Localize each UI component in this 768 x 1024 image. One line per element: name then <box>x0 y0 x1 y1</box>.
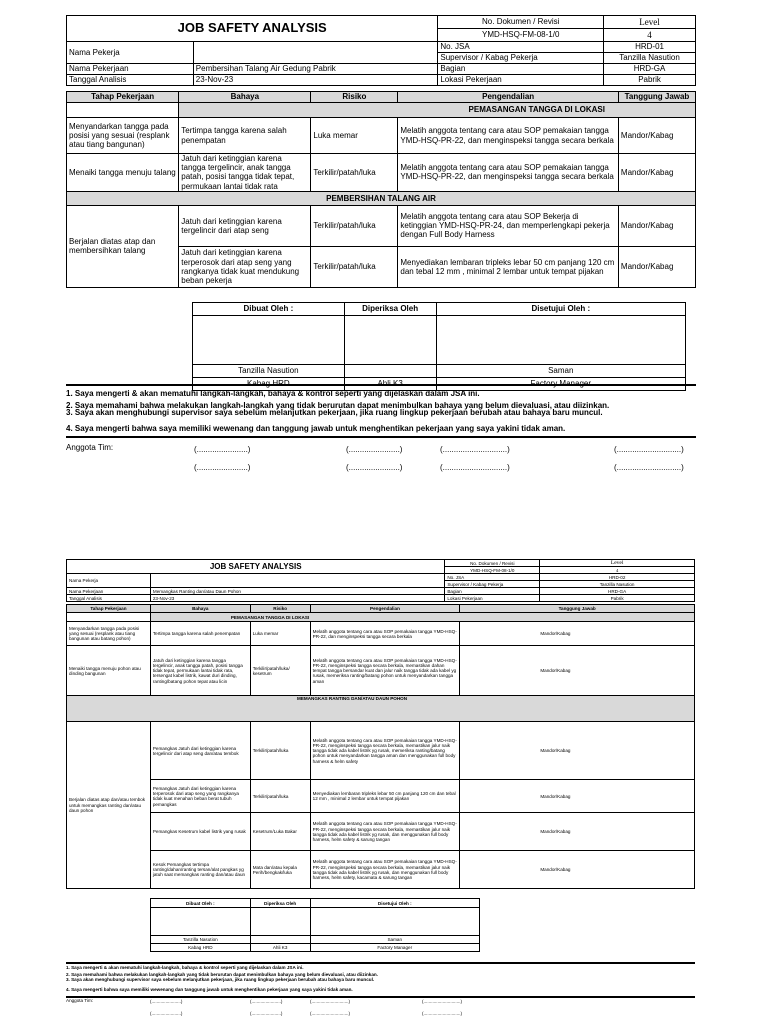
nama-pekerja-value <box>193 42 438 64</box>
dibuat-label: Dibuat Oleh : <box>193 302 345 315</box>
team-slot: (.......................) <box>150 999 183 1004</box>
tanggung-jawab-cell: Mandor/Kabag <box>460 813 695 851</box>
col-header-tahap: Tahap Pekerjaan <box>67 605 151 613</box>
section-title: PEMBERSIHAN TALANG AIR <box>67 191 696 205</box>
signer-name-3: Saman <box>436 364 685 377</box>
tanggal-value: 23-Nov-23 <box>150 595 444 602</box>
team-slot: (.......................) <box>250 1011 283 1016</box>
signer-role-2: Ahli K3 <box>344 377 436 390</box>
risiko-cell: Terkilir/patah/luka <box>311 205 398 246</box>
tanggung-jawab-cell: Mandor/Kabag <box>460 646 695 696</box>
pengendalian-cell: Melatih anggota tentang cara atau SOP pemakaian tangga YMD-HSQ-PR-22, menginspeksi tangga secara berkala, memastikan dahan tempat tangga bersandar kuat dan jalur naik tangga tidak ada kabel yg rusak, memeriksa ranting/batang pohon untuk menyandarkan tangga aman <box>310 646 460 696</box>
risiko-cell: Terkilir/patah/luka <box>311 246 398 287</box>
bagian-label: Bagian <box>445 588 540 595</box>
tanggung-jawab-cell: Mandor/Kabag <box>460 722 695 780</box>
team-label: Anggota Tim: <box>66 998 94 1003</box>
section-title: PEMASANGAN TANGGA DI LOKASI <box>150 613 694 622</box>
statements-1 <box>66 384 696 438</box>
signer-role-3: Factory Manager <box>310 944 479 952</box>
table-row <box>67 722 695 780</box>
col-header-risiko: Risiko <box>311 92 398 103</box>
col-header-pengendalian: Pengendalian <box>310 605 460 613</box>
nama-pekerjaan-value: Memangkas Ranting dan/atau Daun Pohon <box>150 588 444 595</box>
team-slot: (.......................) <box>150 1011 183 1016</box>
bagian-value: HRD-GA <box>604 64 696 75</box>
table-row <box>67 118 696 154</box>
diperiksa-label: Diperiksa Oleh <box>250 899 310 908</box>
col-header-pengendalian: Pengendalian <box>398 92 619 103</box>
team-slot: (.............................) <box>614 445 684 454</box>
lokasi-label: Lokasi Pekerjaan <box>445 595 540 602</box>
pengendalian-cell: Melatih anggota tentang cara atau SOP Bekerja di ketinggian YMD-HSQ-PR-24, dan memperlengkapi pekerja dengan Full Body Harness <box>398 205 619 246</box>
signature-box-1 <box>151 908 251 936</box>
tanggung-jawab-cell: Mandor/Kabag <box>460 780 695 813</box>
jsa-document-1 <box>66 15 696 391</box>
signer-role-2: Ahli K3 <box>250 944 310 952</box>
signer-name-3: Saman <box>310 936 479 944</box>
disetujui-label: Disetujui Oleh : <box>436 302 685 315</box>
signer-role-1: Kabag HRD <box>151 944 251 952</box>
supervisor-value: Tanzilla Nasution <box>540 581 695 588</box>
tanggal-label: Tanggal Analisis <box>67 595 151 602</box>
statements-2 <box>66 962 695 998</box>
team-slot: (.......................) <box>250 999 283 1004</box>
signature-box-3 <box>310 908 479 936</box>
jsa-document-2 <box>66 559 695 952</box>
team-slot: (.......................) <box>346 445 403 454</box>
signer-role-3: Factory Manager <box>436 377 685 390</box>
table-row <box>67 154 696 192</box>
tahap-cell: Berjalan diatas atap dan membersihkan talang <box>67 205 179 287</box>
bahaya-cell: Kesok Pemangkas tertimpa ranting/dahan/ranting tersan/alat pangkas yg jatuh saat memangkas ranting dan/atau daun <box>150 851 250 889</box>
bahaya-cell: Pemangkas Kesetrum kabel listrik yang rusak <box>150 813 250 851</box>
table-row <box>67 851 695 889</box>
bahaya-cell: Jatuh dari ketinggian karena terperosok dari atap seng yang rangkanya tidak kuat mendukung beban pekerja <box>179 246 311 287</box>
pengendalian-cell: Melatih anggota tentang cara atau SOP pemakaian tangga YMD-HSQ-PR-22, menginspeksi tangga secara berkala, memastikan jalur naik tangga tidak ada kabel listrik yg rusak, memeriksa ranting/batang pohon untuk menyandarkan tangga aman dan menggunakan full body harness & helm safety <box>310 722 460 780</box>
pengendalian-cell: Melatih anggota tentang cara atau SOP pemakaian tangga YMD-HSQ-PR-22, dan menginspeksi tangga secara berkala <box>398 154 619 192</box>
statement-2: 2. Saya memahami bahwa melakukan langkah-langkah yang tidak berurutan dapat menimbulkan bahaya yang belum dievaluasi, atau diizinkan. <box>66 972 378 977</box>
signer-role-1: Kabag HRD <box>193 377 345 390</box>
risiko-cell: Terkilir/patah/luka <box>311 154 398 192</box>
risiko-cell: Terkilir/patah/luka/ kesetrum <box>250 646 310 696</box>
statement-1: 1. Saya mengerti & akan mematuhi langkah-langkah, bahaya & kontrol seperti yang dijelaskan dalam JSA ini. <box>66 389 480 398</box>
statement-2: 2. Saya memahami bahwa melakukan langkah-langkah yang tidak berurutan dapat menimbulkan bahaya yang belum dievaluasi, atau diizinkan. <box>66 401 610 410</box>
risiko-cell: Terkilir/patah/luka <box>250 780 310 813</box>
diperiksa-label: Diperiksa Oleh <box>344 302 436 315</box>
signature-box-2 <box>250 908 310 936</box>
header-table <box>66 559 695 602</box>
risiko-cell: Terkilir/patah/luka <box>250 722 310 780</box>
level-value: 4 <box>604 29 696 42</box>
col-header-bahaya: Bahaya <box>179 92 311 103</box>
bagian-label: Bagian <box>438 64 604 75</box>
level-label: Level <box>540 560 695 567</box>
statement-3: 3. Saya akan menghubungi supervisor saya sebelum melanjutkan pekerjaan, jika ruang lingkup pekerjaan berubah atau bahaya baru muncul. <box>66 977 375 982</box>
team-label: Anggota Tim: <box>66 443 114 452</box>
signature-table <box>192 302 686 391</box>
doc-number-value: YMD-HSQ-FM-08-1/0 <box>438 29 604 42</box>
tanggal-label: Tanggal Analisis <box>67 75 194 86</box>
pengendalian-cell: Melatih anggota tentang cara atau SOP pemakaian tangga YMD-HSQ-PR-22, dan menginspeksi tangga secara berkala <box>310 622 460 646</box>
team-slot: (.............................) <box>310 1011 351 1016</box>
team-slot: (.............................) <box>440 463 510 472</box>
disetujui-label: Disetujui Oleh : <box>310 899 479 908</box>
risiko-cell: Kesetrum/Luka Bakar <box>250 813 310 851</box>
supervisor-value: Tanzilla Nasution <box>604 53 696 64</box>
table-row <box>67 813 695 851</box>
tanggung-jawab-cell: Mandor/Kabag <box>618 246 695 287</box>
tahap-cell: Menaiki tangga menuju pohon atau dinding bangunan <box>67 646 151 696</box>
risiko-cell: Luka memar <box>311 118 398 154</box>
statement-4: 4. Saya mengerti bahwa saya memiliki wewenang dan tanggung jawab untuk menghentikan pekerjaan yang saya yakini tidak aman. <box>66 987 353 992</box>
team-slot: (.......................) <box>194 445 251 454</box>
tahap-cell: Menyandarkan tangga pada posisi yang sesuai (resplank atau tiang bangunan) <box>67 118 179 154</box>
nama-pekerja-label: Nama Pekerja <box>67 574 151 588</box>
pengendalian-cell: Melatih anggota tentang cara atau SOP pemakaian tangga YMD-HSQ-PR-22, menginspeksi tangga secara berkala, memastikan jalur naik tangga tidak ada kabel listrik yg rusak, dan menggunakan full body harness, helm safety, kacamata & sarung tangan <box>310 851 460 889</box>
lokasi-value: Pabrik <box>604 75 696 86</box>
team-slot: (.............................) <box>310 999 351 1004</box>
section-title: MEMANGKAS RANTING DAN/ATAU DAUN POHON <box>67 696 695 722</box>
pengendalian-cell: Melatih anggota tentang cara atau SOP pemakaian tangga YMD-HSQ-PR-22, dan menginspeksi tangga secara berkala <box>398 118 619 154</box>
bagian-value: HRD-GA <box>540 588 695 595</box>
statement-3: 3. Saya akan menghubungi supervisor saya sebelum melanjutkan pekerjaan, jika ruang lingkup pekerjaan berubah atau bahaya baru muncul. <box>66 408 603 417</box>
table-row <box>67 780 695 813</box>
page-title: JOB SAFETY ANALYSIS <box>67 16 438 42</box>
signer-name-1: Tanzilla Nasution <box>151 936 251 944</box>
nama-pekerjaan-label: Nama Pekerjaan <box>67 588 151 595</box>
no-jsa-value: HRD-01 <box>604 42 696 53</box>
col-header-tanggung-jawab: Tanggung Jawab <box>618 92 695 103</box>
bahaya-cell: Tertimpa tangga karena salah penempatan <box>179 118 311 154</box>
tahap-cell: Menyandarkan tangga pada posisi yang sesuai (resplank atau tiang bangunan atau batang pohon) <box>67 622 151 646</box>
col-header-bahaya: Bahaya <box>150 605 250 613</box>
analysis-table <box>66 604 695 889</box>
nama-pekerja-value <box>150 574 444 588</box>
doc-number-label: No. Dokumen / Revisi <box>438 16 604 29</box>
tanggung-jawab-cell: Mandor/Kabag <box>618 118 695 154</box>
tanggung-jawab-cell: Mandor/Kabag <box>618 154 695 192</box>
signature-box-1 <box>193 315 345 364</box>
table-row <box>67 622 695 646</box>
supervisor-label: Supervisor / Kabag Pekerja <box>438 53 604 64</box>
team-slot: (.............................) <box>440 445 510 454</box>
statement-4: 4. Saya mengerti bahwa saya memiliki wewenang dan tanggung jawab untuk menghentikan pekerjaan yang saya yakini tidak aman. <box>66 424 566 433</box>
signature-table <box>150 898 480 952</box>
col-header-risiko: Risiko <box>250 605 310 613</box>
pengendalian-cell: Melatih anggota tentang cara atau SOP pemakaian tangga YMD-HSQ-PR-22, menginspeksi tangga secara berkala, memastikan jalur naik tangga tidak ada kabel listrik yg rusak, dan menggunakan full body harness, helm safety & sarung tangan <box>310 813 460 851</box>
dibuat-label: Dibuat Oleh : <box>151 899 251 908</box>
risiko-cell: Mata dan/atau kepala Perih/bengkak/luka <box>250 851 310 889</box>
analysis-table <box>66 91 696 288</box>
no-jsa-label: No. JSA <box>438 42 604 53</box>
no-jsa-value: HRD-02 <box>540 574 695 581</box>
pengendalian-cell: Menyediakan lembaran tripleks lebar 50 cm panjang 120 cm dan tebal 12 mm , minimal 2 lembar untuk tempat pijakan <box>398 246 619 287</box>
tahap-cell: Menaiki tangga menuju talang <box>67 154 179 192</box>
col-header-tahap: Tahap Pekerjaan <box>67 92 179 103</box>
bahaya-cell: Jatuh dari ketinggian karena tangga tergelincir, anak tangga patah, posisi tangga tidak tepat, permukaan lantai tidak rata, tersengat kabel listrik, kawat duri dinding, ranting/batang pohon tepat atau licin <box>150 646 250 696</box>
statement-1: 1. Saya mengerti & akan mematuhi langkah-langkah, bahaya & kontrol seperti yang dijelaskan dalam JSA ini. <box>66 965 304 970</box>
doc-number-label: No. Dokumen / Revisi <box>445 560 540 567</box>
signature-box-2 <box>344 315 436 364</box>
tanggung-jawab-cell: Mandor/Kabag <box>618 205 695 246</box>
nama-pekerjaan-label: Nama Pekerjaan <box>67 64 194 75</box>
tanggung-jawab-cell: Mandor/Kabag <box>460 851 695 889</box>
level-value: 4 <box>540 567 695 574</box>
risiko-cell: Luka memar <box>250 622 310 646</box>
bahaya-cell: Pemangkas Jatuh dari ketinggian karena terperosok dari atap seng yang rangkanya tidak kuat menahan beban berat tubuh pemangkas <box>150 780 250 813</box>
team-slot: (.............................) <box>422 999 463 1004</box>
bahaya-cell: Jatuh dari ketinggian karena tangga tergelincir, anak tangga patah, posisi tangga tidak tepat, permukaan lantai tidak rata <box>179 154 311 192</box>
pengendalian-cell: Menyediakan lembaran tripleks lebar 50 cm panjang 120 cm dan tebal 12 mm , minimal 2 lembar untuk tempat pijakan <box>310 780 460 813</box>
supervisor-label: Supervisor / Kabag Pekerja <box>445 581 540 588</box>
team-slot: (.............................) <box>422 1011 463 1016</box>
section-title: PEMASANGAN TANGGA DI LOKASI <box>179 103 696 118</box>
bahaya-cell: Pemangkas Jatuh dari ketinggian karena tergelincir dari atap seng dan/atau tembok <box>150 722 250 780</box>
lokasi-label: Lokasi Pekerjaan <box>438 75 604 86</box>
signer-name-1: Tanzilla Nasution <box>193 364 345 377</box>
signature-box-3 <box>436 315 685 364</box>
page-title: JOB SAFETY ANALYSIS <box>67 560 445 574</box>
doc-number-value: YMD-HSQ-FM-08-1/0 <box>445 567 540 574</box>
team-slot: (.............................) <box>614 463 684 472</box>
team-slot: (.......................) <box>346 463 403 472</box>
tanggal-value: 23-Nov-23 <box>193 75 438 86</box>
nama-pekerjaan-value: Pembersihan Talang Air Gedung Pabrik <box>193 64 438 75</box>
no-jsa-label: No. JSA <box>445 574 540 581</box>
header-table <box>66 15 696 86</box>
bahaya-cell: Tertimpa tangga karena salah penempatan <box>150 622 250 646</box>
table-row <box>67 646 695 696</box>
lokasi-value: Pabrik <box>540 595 695 602</box>
team-slot: (.......................) <box>194 463 251 472</box>
level-label: Level <box>604 16 696 29</box>
nama-pekerja-label: Nama Pekerja <box>67 42 194 64</box>
table-row <box>67 205 696 246</box>
tanggung-jawab-cell: Mandor/Kabag <box>460 622 695 646</box>
tahap-cell: Berjalan diatas atap dan/atau tembok untuk memangkas ranting dan/atau daun pohon <box>67 722 151 889</box>
col-header-tanggung-jawab: Tanggung Jawab <box>460 605 695 613</box>
bahaya-cell: Jatuh dari ketinggian karena tergelincir dari atap seng <box>179 205 311 246</box>
